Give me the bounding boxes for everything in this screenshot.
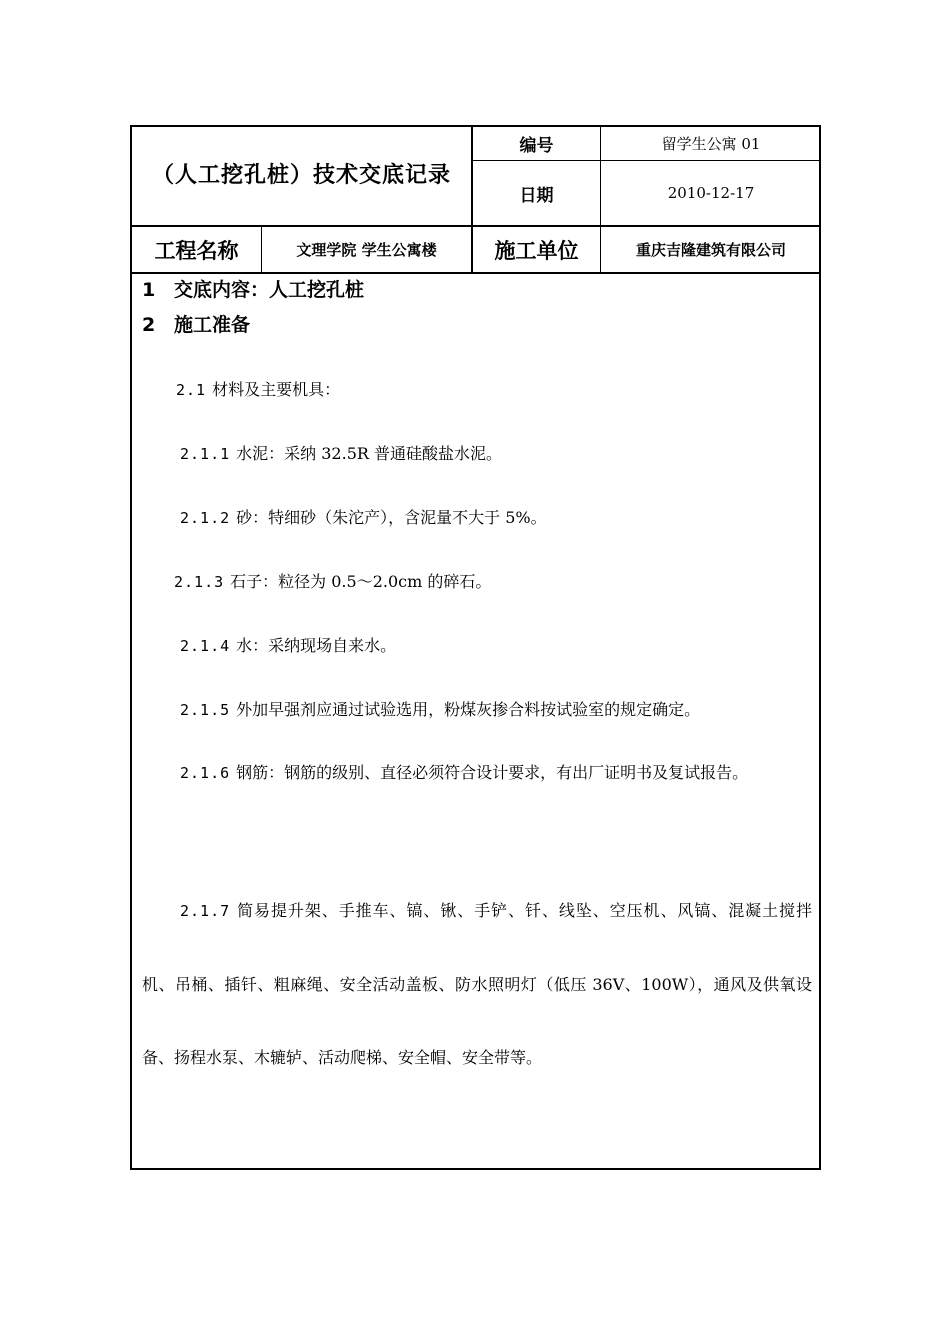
paragraph-2-1-4	[180, 633, 396, 656]
date-label	[473, 161, 600, 225]
paragraph-number: 2.1.3	[174, 573, 225, 591]
date-value-text: 2010-12-17	[667, 184, 755, 202]
paragraph-number: 2.1.7	[180, 902, 231, 920]
paragraph-text: 砂：特细砂（朱沱产），含泥量不大于 5%。	[236, 508, 547, 527]
number-label	[473, 127, 600, 160]
paragraph-number: 2.1.4	[180, 637, 231, 655]
project-name-label-text: 工程名称	[154, 238, 239, 263]
project-name-label	[132, 227, 261, 272]
paragraph-text: 材料及主要机具：	[212, 380, 341, 399]
project-name-value-text: 文理学院 学生公寓楼	[296, 241, 437, 259]
date-value	[601, 161, 821, 225]
paragraph-2-1-3	[174, 569, 491, 592]
paragraph-number: 2.1.6	[180, 764, 231, 782]
number-value-text: 留学生公寓 01	[661, 135, 761, 153]
contractor-value	[601, 227, 821, 272]
paragraph-text: 钢筋：钢筋的级别、直径必须符合设计要求，有出厂证明书及复试报告。	[236, 763, 749, 782]
section-heading-2	[142, 310, 250, 337]
section-number: 2	[142, 314, 156, 336]
paragraph-number: 2.1	[176, 381, 207, 399]
document-title-text: （人工挖孔桩）技术交底记录	[151, 163, 451, 188]
paragraph-text: 水：采纳现场自来水。	[236, 636, 397, 655]
paragraph-2-1-7	[142, 874, 812, 1094]
section-heading-1	[142, 275, 364, 302]
date-label-text: 日期	[519, 185, 554, 206]
document-title	[134, 127, 469, 225]
section-text: 交底内容：人工挖孔桩	[174, 279, 365, 301]
section-text: 施工准备	[174, 314, 251, 336]
project-name-value	[262, 227, 471, 272]
number-label-text: 编号	[519, 136, 554, 156]
paragraph-number: 2.1.5	[180, 701, 231, 719]
grid-line	[132, 272, 821, 274]
paragraph-2-1	[176, 377, 340, 400]
paragraph-number: 2.1.1	[180, 445, 231, 463]
paragraph-text: 简易提升架、手推车、镐、锹、手铲、钎、线坠、空压机、风镐、混凝土搅拌机、吊桶、插钎、粗麻绳、安全活动盖板、防水照明灯（低压 36V、100W），通风及供氧设备、扬程水泵、木辘轳、活动爬梯、安全帽、安全带等。	[142, 901, 812, 1067]
paragraph-2-1-6	[142, 736, 812, 810]
paragraph-2-1-2	[180, 505, 547, 528]
contractor-label-text: 施工单位	[494, 238, 579, 263]
technical-disclosure-record	[130, 125, 821, 1170]
contractor-value-text: 重庆吉隆建筑有限公司	[635, 241, 786, 259]
section-number: 1	[142, 279, 156, 301]
paragraph-number: 2.1.2	[180, 509, 231, 527]
paragraph-2-1-5	[180, 697, 700, 720]
contractor-label	[473, 227, 600, 272]
paragraph-2-1-1	[180, 441, 502, 464]
paragraph-text: 石子：粒径为 0.5～2.0cm 的碎石。	[230, 572, 492, 591]
paragraph-text: 水泥：采纳 32.5R 普通硅酸盐水泥。	[236, 444, 503, 463]
paragraph-text: 外加早强剂应通过试验选用，粉煤灰掺合料按试验室的规定确定。	[236, 700, 701, 719]
number-value	[601, 127, 821, 160]
